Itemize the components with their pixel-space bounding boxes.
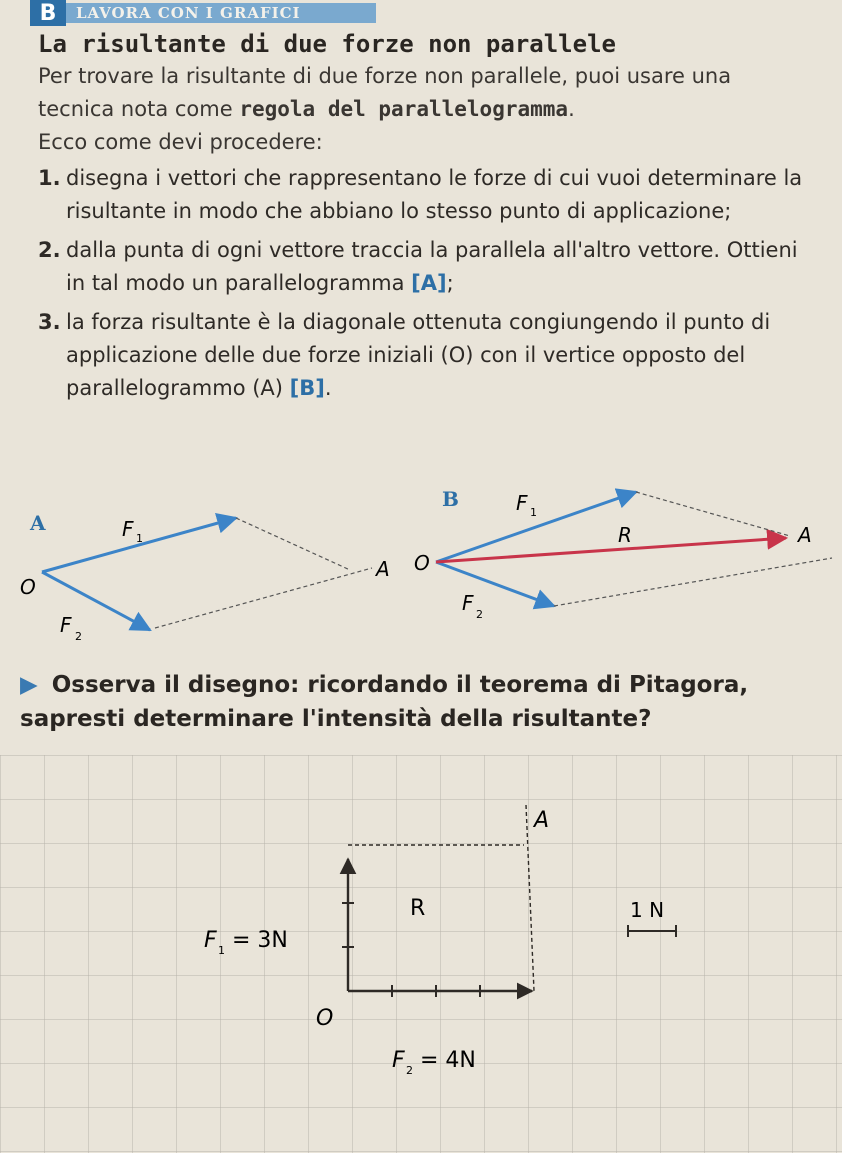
figure-tag-a: A — [30, 511, 46, 535]
right-f1-label: F — [516, 491, 528, 515]
step-number: 1. — [38, 166, 61, 190]
left-vertex-label: A — [376, 557, 390, 581]
left-f2-label: F — [60, 613, 72, 637]
resultant-label: R — [618, 523, 632, 547]
page-title: La risultante di due forze non parallele — [38, 30, 616, 58]
grid-figure — [0, 755, 842, 1153]
step-tail: . — [324, 376, 332, 400]
left-f1-vector — [42, 518, 236, 572]
steps-list — [38, 162, 808, 411]
step-number: 3. — [38, 310, 61, 334]
grid-f1-sub: 1 — [218, 944, 225, 957]
grid-background — [0, 755, 842, 1153]
grid-f1-label: F — [204, 928, 217, 953]
step-text: la forza risultante è la diagonale ottenuta congiungendo il punto di applicazione delle due forze iniziali (O) con il vertice opposto del parallelogrammo (A) — [66, 310, 771, 400]
right-parallel-1 — [636, 492, 790, 536]
intro-end: . — [568, 97, 575, 121]
left-origin-label: O — [20, 575, 36, 599]
right-f2-sub: 2 — [476, 608, 483, 621]
question-text: Osserva il disegno: ricordando il teorema di Pitagora, sapresti determinare l'intensità della risultante? — [20, 672, 749, 732]
scale-label: 1 N — [630, 898, 665, 922]
right-origin-label: O — [414, 551, 430, 575]
grid-f2-value: = 4N — [420, 1048, 476, 1073]
right-f2-label: F — [462, 591, 474, 615]
step-item — [38, 234, 808, 300]
intro-text: Per trovare la risultante di due forze non parallele, puoi usare una tecnica nota come — [38, 64, 732, 121]
step-number: 2. — [38, 238, 61, 262]
grid-label-o: O — [316, 1006, 334, 1031]
left-f2-vector — [42, 572, 150, 630]
parallelogram-figure — [0, 470, 842, 660]
step-reference: [B] — [289, 376, 325, 400]
right-parallel-2 — [554, 558, 832, 606]
left-parallel-1 — [236, 518, 350, 570]
left-f1-sub: 1 — [136, 532, 143, 545]
step-text: dalla punta di ogni vettore traccia la parallela all'altro vettore. Ottieni in tal modo un parallelogramma — [66, 238, 798, 295]
grid-label-r: R — [410, 896, 426, 921]
step-item — [38, 162, 808, 228]
left-f2-sub: 2 — [75, 630, 82, 643]
section-header: LAVORA CON I GRAFICI — [66, 3, 376, 23]
grid-label-a: A — [534, 808, 550, 833]
grid-f1-value: = 3N — [232, 928, 288, 953]
resultant-vector — [436, 538, 786, 562]
left-parallel-2 — [155, 568, 372, 628]
figure-tag-b: B — [442, 487, 459, 511]
step-tail: ; — [446, 271, 454, 295]
step-item — [38, 306, 808, 405]
grid-f2-sub: 2 — [406, 1064, 413, 1077]
question — [20, 668, 820, 736]
left-f1-label: F — [122, 517, 134, 541]
right-vertex-label: A — [798, 523, 812, 547]
triangle-bullet-icon: ▶ — [20, 672, 38, 698]
intro-bold: regola del parallelogramma — [239, 97, 569, 121]
section-badge: B — [30, 0, 66, 26]
right-f1-sub: 1 — [530, 506, 537, 519]
step-text: disegna i vettori che rappresentano le forze di cui vuoi determinare la risultante in modo che abbiano lo stesso punto di applicazione; — [66, 166, 803, 223]
right-f2-vector — [436, 562, 554, 606]
intro-paragraph — [38, 60, 798, 159]
intro-line2: Ecco come devi procedere: — [38, 130, 323, 154]
step-reference: [A] — [411, 271, 447, 295]
grid-f2-label: F — [392, 1048, 405, 1073]
